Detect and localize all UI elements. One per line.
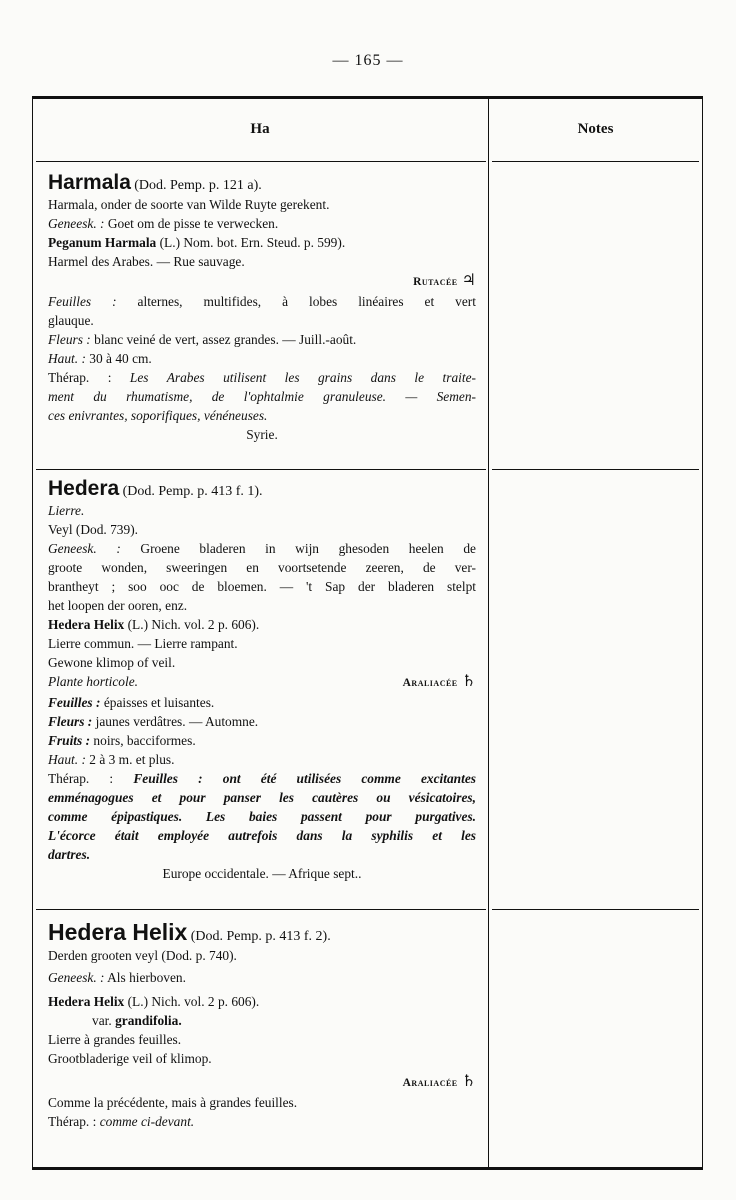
label: Geneesk. :: [48, 216, 105, 231]
botanical-name: Hedera Helix: [48, 617, 125, 632]
column-header-main: Ha: [250, 121, 270, 137]
entry-title: Hedera: [48, 477, 120, 500]
text: Feuilles : ont été utilisées comme excitantes: [133, 771, 476, 786]
plant-family: Araliacée: [402, 1077, 458, 1089]
label: Haut. :: [48, 752, 86, 767]
text: (L.) Nich. vol. 2 p. 606).: [127, 994, 260, 1009]
perennial-symbol: ♃: [461, 272, 476, 289]
label: var.: [92, 1013, 112, 1028]
label: Thérap. :: [48, 370, 112, 385]
text: brantheyt ; soo ooc de bloemen. — 't Sap der bladeren stelpt: [48, 579, 476, 594]
text: ces enivrantes, soporifiques, vénéneuses.: [48, 408, 268, 423]
entry-hedera: [48, 479, 476, 883]
origin: Europe occidentale. — Afrique sept..: [162, 866, 362, 881]
botanical-name: Hedera Helix: [48, 994, 125, 1009]
text: L'écorce était employée autrefois dans la syphilis et les: [48, 828, 476, 843]
text: Les Arabes utilisent les grains dans le traite-: [129, 370, 476, 385]
text: 2 à 3 m. et plus.: [89, 752, 175, 767]
label: Thérap. :: [48, 1114, 97, 1129]
page-number: — 165 —: [332, 52, 404, 69]
entry-line: Grootbladerige veil of klimop.: [48, 1051, 212, 1066]
text: noirs, bacciformes.: [93, 733, 196, 748]
entry-harmala: [48, 173, 476, 444]
entry-line: Harmala, onder de soorte van Wilde Ruyte gerekent.: [48, 197, 330, 212]
label: Feuilles :: [48, 294, 117, 309]
text: dartres.: [48, 847, 91, 862]
label: Geneesk. :: [48, 970, 105, 985]
origin: Syrie.: [246, 427, 278, 442]
column-divider: [488, 99, 489, 1167]
text: blanc veiné de vert, assez grandes. — Juill.-août.: [94, 332, 357, 347]
entry-reference: (Dod. Pemp. p. 121 a).: [134, 178, 262, 193]
entry-hedera-helix: [48, 919, 476, 1131]
entry-line: Derden grooten veyl (Dod. p. 740).: [48, 948, 237, 963]
text: groote wonden, sweeringen en voortsetende zeeren, de ver-: [48, 560, 476, 575]
entry-title: Hedera Helix: [48, 919, 188, 945]
label: Feuilles :: [48, 695, 101, 710]
label: Geneesk. :: [48, 541, 121, 556]
label: Fleurs :: [48, 332, 91, 347]
botanical-name: Peganum Harmala: [48, 235, 157, 250]
text: emménagogues et pour panser les cautères ou vésicatoires,: [48, 790, 476, 805]
text: Goet om de pisse te verwecken.: [107, 216, 279, 231]
text: glauque.: [48, 313, 94, 328]
text: comme épipastiques. Les baies passent pour purgatives.: [48, 809, 476, 824]
label: Thérap. :: [48, 771, 114, 786]
plant-family: Rutacée: [413, 276, 458, 288]
shrub-symbol: ♄: [461, 1073, 476, 1090]
text: jaunes verdâtres. — Automne.: [95, 714, 259, 729]
entry-line: Lierre commun. — Lierre rampant.: [48, 636, 238, 651]
text: Als hierboven.: [107, 970, 186, 985]
text: alternes, multifides, à lobes linéaires et vert: [137, 294, 476, 309]
entry-title: Harmala: [48, 171, 131, 194]
text: (L.) Nich. vol. 2 p. 606).: [127, 617, 260, 632]
shrub-symbol: ♄: [461, 673, 476, 690]
label: Fleurs :: [48, 714, 93, 729]
text: het loopen der ooren, enz.: [48, 598, 188, 613]
text: épaisses et luisantes.: [103, 695, 215, 710]
text: (L.) Nom. bot. Ern. Steud. p. 599).: [159, 235, 346, 250]
label: Haut. :: [48, 351, 86, 366]
entry-line: Lierre.: [48, 503, 85, 518]
entry-line: Lierre à grandes feuilles.: [48, 1032, 182, 1047]
entry-line: Comme la précédente, mais à grandes feuilles.: [48, 1095, 298, 1110]
text: comme ci-devant.: [99, 1114, 195, 1129]
text: Groene bladeren in wijn ghesoden heelen de: [140, 541, 476, 556]
entry-reference: (Dod. Pemp. p. 413 f. 1).: [122, 484, 263, 499]
label: Fruits :: [48, 733, 91, 748]
entry-reference: (Dod. Pemp. p. 413 f. 2).: [190, 929, 331, 944]
entry-line: Veyl (Dod. 739).: [48, 522, 138, 537]
plant-family: Araliacée: [402, 677, 458, 689]
entry-line: Harmel des Arabes. — Rue sauvage.: [48, 254, 245, 269]
table-frame: [32, 96, 703, 1170]
text: Plante horticole.: [48, 674, 138, 689]
column-header-notes: Notes: [577, 121, 614, 137]
text: 30 à 40 cm.: [89, 351, 152, 366]
entry-line: Gewone klimop of veil.: [48, 655, 176, 670]
variety-name: grandifolia.: [115, 1013, 182, 1028]
text: ment du rhumatisme, de l'ophtalmie granuleuse. — Semen-: [48, 389, 476, 404]
